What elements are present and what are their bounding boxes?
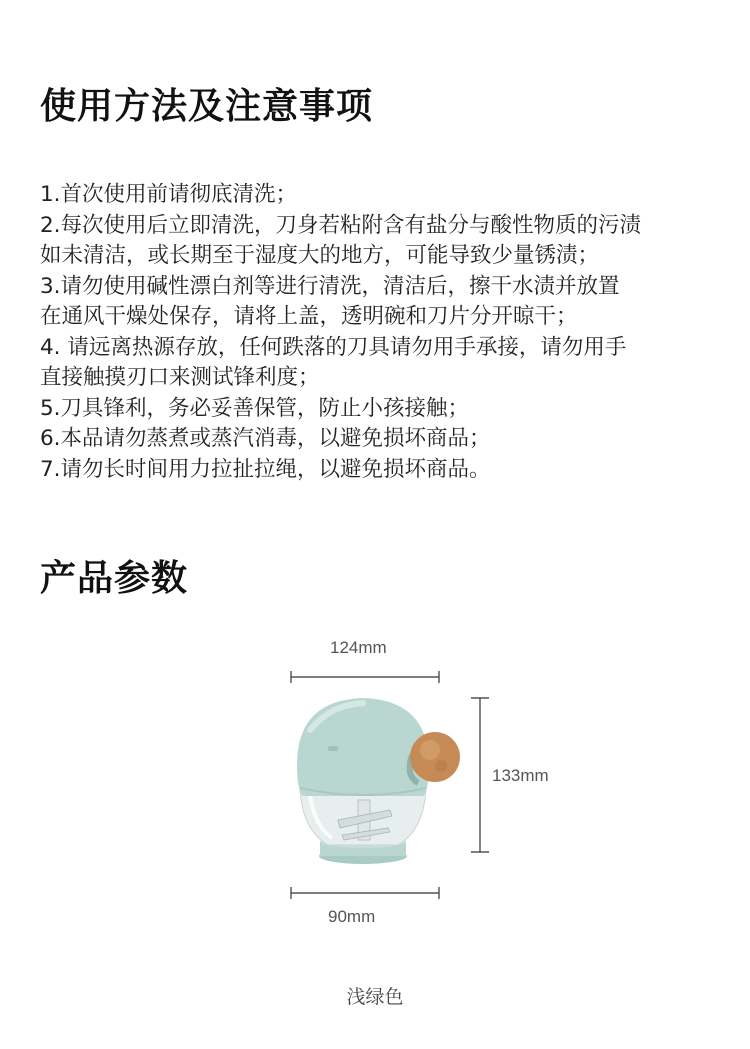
note-line: 如未清洁，或长期至于湿度大的地方，可能导致少量锈渍； bbox=[40, 243, 600, 268]
height-label: 133mm bbox=[492, 766, 549, 785]
width-label: 124mm bbox=[330, 638, 387, 657]
note-line: 3.请勿使用碱性漂白剂等进行清洗，清洁后，擦干水渍并放置 bbox=[40, 273, 620, 299]
params-section-title: 产品参数 bbox=[40, 558, 189, 599]
usage-section-title: 使用方法及注意事项 bbox=[40, 86, 374, 127]
note-line: 7.请勿长时间用力拉扯拉绳，以避免损坏商品。 bbox=[40, 456, 491, 482]
color-name-label: 浅绿色 bbox=[346, 986, 404, 1008]
base-label: 90mm bbox=[328, 907, 376, 926]
note-line: 6.本品请勿蒸煮或蒸汽消毒，以避免损坏商品； bbox=[40, 426, 491, 451]
note-line: 5.刀具锋利，务必妥善保管，防止小孩接触； bbox=[40, 395, 470, 421]
height-dimension-line bbox=[471, 698, 489, 852]
note-line: 4. 请远离热源存放，任何跌落的刀具请勿用手承接，请勿用手 bbox=[40, 334, 627, 360]
usage-notes bbox=[40, 180, 730, 485]
base-dimension-line bbox=[291, 887, 439, 899]
food-chopper-illustration bbox=[280, 660, 500, 910]
width-dimension-line bbox=[291, 671, 439, 683]
note-line: 直接触摸刃口来测试锋利度； bbox=[40, 365, 320, 390]
note-line: 1.首次使用前请彻底清洗； bbox=[40, 182, 298, 207]
note-line: 2.每次使用后立即清洗，刀身若粘附含有盐分与酸性物质的污渍 bbox=[40, 212, 642, 238]
note-line: 在通风干燥处保存，请将上盖，透明碗和刀片分开晾干； bbox=[40, 304, 578, 329]
